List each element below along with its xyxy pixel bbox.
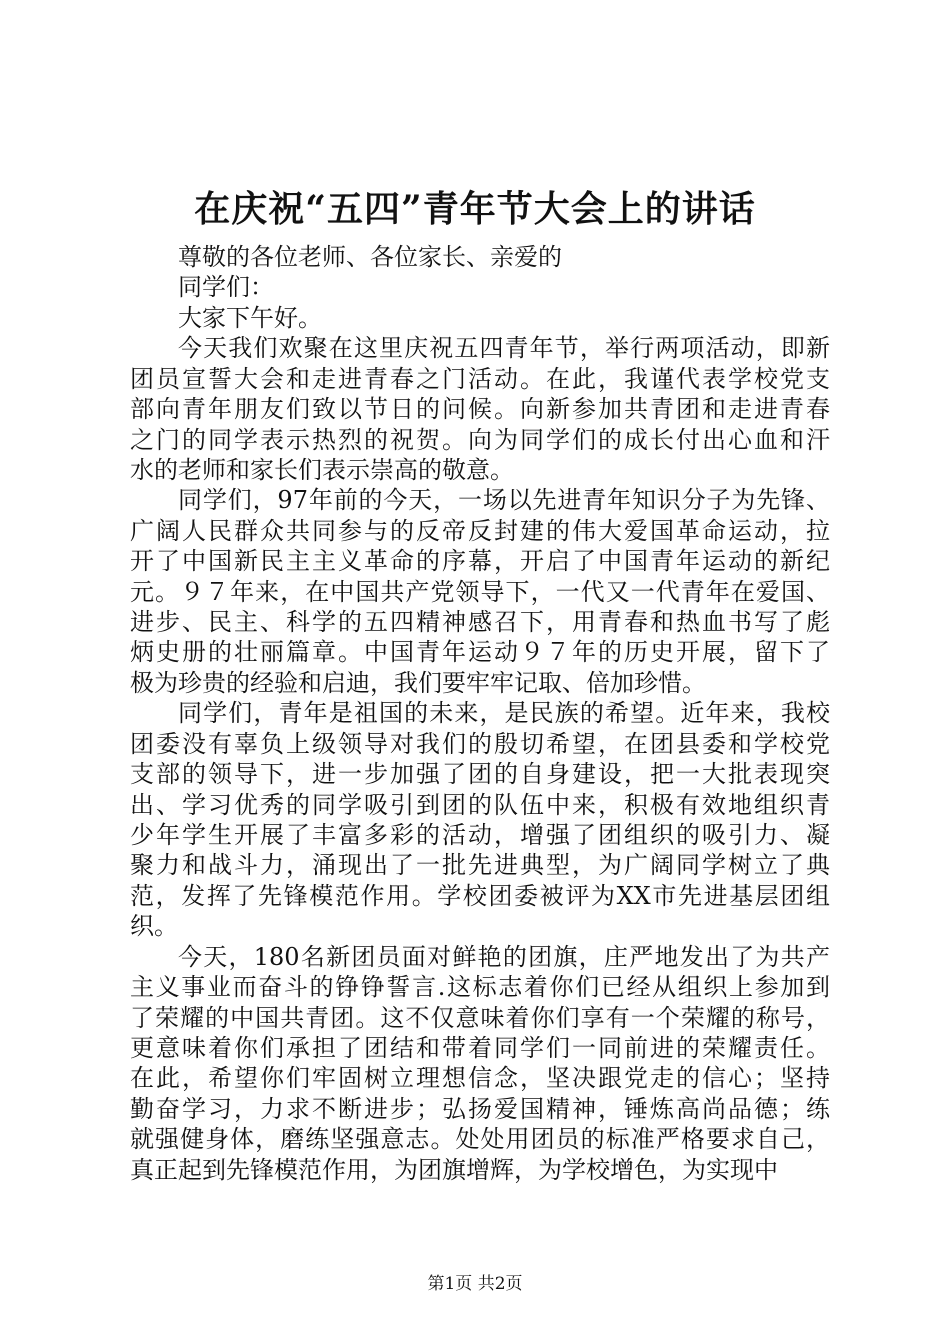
body-line: 进步、民主、科学的五四精神感召下，用青春和热血书写了彪 — [130, 608, 830, 636]
body-line: 同学们，青年是祖国的未来，是民族的希望。近年来，我校 — [178, 699, 830, 727]
body-line: 之门的同学表示热烈的祝贺。向为同学们的成长付出心血和汗 — [130, 426, 830, 454]
body-line: 今天我们欢聚在这里庆祝五四青年节，举行两项活动，即新 — [178, 334, 830, 362]
body-line: 团委没有辜负上级领导对我们的殷切希望，在团县委和学校党 — [130, 730, 830, 758]
body-line: 就强健身体，磨练坚强意志。处处用团员的标准严格要求自己， — [130, 1125, 830, 1153]
body-line: 真正起到先锋模范作用，为团旗增辉，为学校增色，为实现中 — [130, 1156, 778, 1184]
body-line: 少年学生开展了丰富多彩的活动，增强了团组织的吸引力、凝 — [130, 821, 830, 849]
body-line: 水的老师和家长们表示崇高的敬意。 — [130, 456, 514, 484]
body-line: 出、学习优秀的同学吸引到团的队伍中来，积极有效地组织青 — [130, 791, 830, 819]
body-line: 今天，180名新团员面对鲜艳的团旗，庄严地发出了为共产 — [178, 943, 830, 971]
body-line: 织。 — [130, 912, 178, 940]
body-line: 广阔人民群众共同参与的反帝反封建的伟大爱国革命运动，拉 — [130, 517, 830, 545]
body-line: 开了中国新民主主义革命的序幕，开启了中国青年运动的新纪 — [130, 547, 830, 575]
body-line: 同学们，97年前的今天，一场以先进青年知识分子为先锋、 — [178, 486, 830, 514]
body-line: 聚力和战斗力，涌现出了一批先进典型，为广阔同学树立了典 — [130, 851, 830, 879]
body-line: 在此，希望你们牢固树立理想信念，坚决跟党走的信心；坚持 — [130, 1064, 830, 1092]
body-line: 更意味着你们承担了团结和带着同学们一同前进的荣耀责任。 — [130, 1034, 830, 1062]
body-line: 部向青年朋友们致以节日的问候。向新参加共青团和走进青春 — [130, 395, 830, 423]
page-footer: 第1页 共2页 — [427, 1274, 523, 1294]
body-line: 支部的领导下，进一步加强了团的自身建设，把一大批表现突 — [130, 760, 830, 788]
body-line: 尊敬的各位老师、各位家长、亲爱的 — [178, 243, 562, 271]
body-line: 团员宣誓大会和走进青春之门活动。在此，我谨代表学校党支 — [130, 365, 830, 393]
body-line: 炳史册的壮丽篇章。中国青年运动９７年的历史开展，留下了 — [130, 638, 830, 666]
body-line: 同学们： — [178, 273, 274, 301]
body-line: 元。９７年来，在中国共产党领导下，一代又一代青年在爱国、 — [130, 578, 830, 606]
body-line: 范，发挥了先锋模范作用。学校团委被评为XX市先进基层团组 — [130, 882, 830, 910]
body-line: 大家下午好。 — [178, 304, 322, 332]
body-line: 主义事业而奋斗的铮铮誓言.这标志着你们已经从组织上参加到 — [130, 973, 830, 1001]
body-line: 了荣耀的中国共青团。这不仅意味着你们享有一个荣耀的称号， — [130, 1004, 830, 1032]
body-line: 勤奋学习，力求不断进步；弘扬爱国精神，锤炼高尚品德；练 — [130, 1095, 830, 1123]
document-title: 在庆祝“五四”青年节大会上的讲话 — [194, 188, 756, 230]
body-line: 极为珍贵的经验和启迪，我们要牢牢记取、倍加珍惜。 — [130, 669, 706, 697]
